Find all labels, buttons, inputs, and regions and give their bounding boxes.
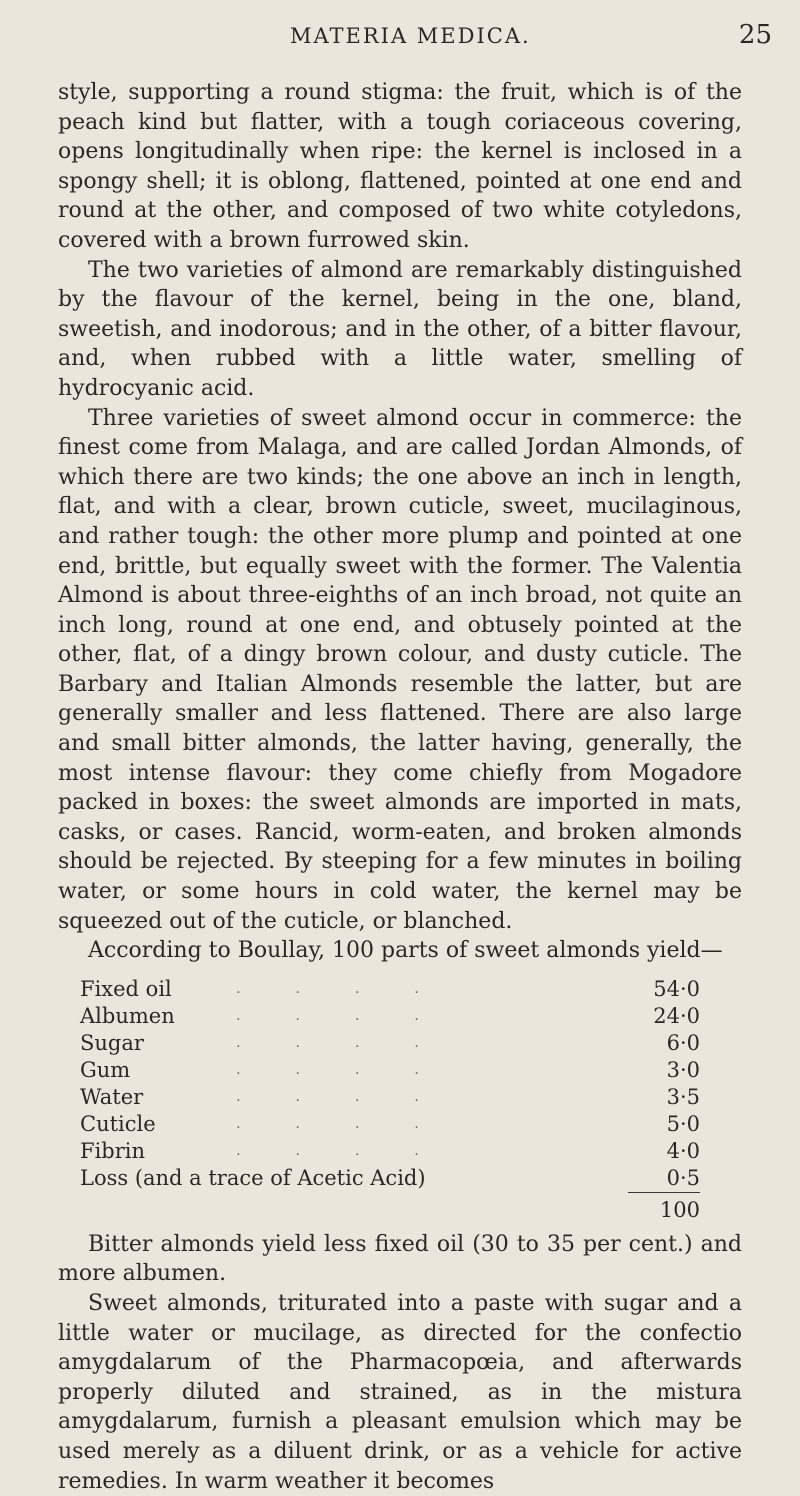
leader-dots: .... bbox=[236, 1088, 474, 1105]
leader-dots: .... bbox=[236, 980, 474, 997]
ingredient-name: Sugar bbox=[80, 1030, 144, 1055]
paragraph-5: Bitter almonds yield less fixed oil (30 to 35 per cent.) and more albumen. bbox=[58, 1231, 742, 1287]
ingredient-value: 24·0 bbox=[653, 1003, 700, 1028]
ingredient-value: 4·0 bbox=[666, 1138, 700, 1163]
page-number: 25 bbox=[738, 20, 772, 50]
ingredient-value: 54·0 bbox=[653, 976, 700, 1001]
paragraph-1: style, supporting a round stigma: the fruit, which is of the peach kind but flatter, with a tough coriaceous covering, opens longitudinally when ripe: the kernel is inclosed in a spongy shell; it is oblong, flattened, pointed at one end and round at the other, and composed of two white cotyledons, covered with a brown furrowed skin. bbox=[58, 80, 742, 253]
leader-dots: .... bbox=[236, 1142, 474, 1159]
ingredient-name: Water bbox=[80, 1084, 144, 1109]
ingredient-name: Fibrin bbox=[80, 1138, 146, 1163]
total-row bbox=[80, 1192, 700, 1224]
ingredient-value: 6·0 bbox=[666, 1030, 700, 1055]
ingredient-name: Fixed oil bbox=[80, 976, 172, 1001]
total-value: 100 bbox=[628, 1192, 700, 1224]
yield-table bbox=[80, 976, 700, 1224]
ingredient-name: Albumen bbox=[80, 1003, 175, 1028]
leader-dots: .... bbox=[236, 1007, 474, 1024]
leader-dots: .... bbox=[236, 1034, 474, 1051]
table-row bbox=[80, 1057, 700, 1084]
ingredient-name: Loss (and a trace of Acetic Acid) bbox=[80, 1166, 426, 1191]
table-row bbox=[80, 1138, 700, 1165]
yield-table-wrap bbox=[58, 976, 742, 1224]
table-row bbox=[80, 1165, 700, 1193]
running-title: MATERIA MEDICA. bbox=[290, 24, 531, 48]
ingredient-name: Cuticle bbox=[80, 1111, 156, 1136]
ingredient-value: 5·0 bbox=[666, 1111, 700, 1136]
paragraph-4: According to Boullay, 100 parts of sweet almonds yield— bbox=[88, 938, 723, 964]
paragraph-6: Sweet almonds, triturated into a paste with sugar and a little water or mucilage, as directed for the confectio amygdalarum of the Pharmacopœia, and afterwards properly diluted and strained, as in the mistura amygdalarum, furnish a pleasant emulsion which may be used merely as a diluent drink, or as a vehicle for active remedies. In warm weather it becomes bbox=[58, 1291, 742, 1494]
paragraph-3: Three varieties of sweet almond occur in commerce: the finest come from Malaga, and are called Jordan Almonds, of which there are two kinds; the one above an inch in length, flat, and with a clear, brown cuticle, sweet, mucilaginous, and rather tough: the other more plump and pointed at one end, brittle, but equally sweet with the former. The Valentia Almond is about three-eighths of an inch broad, not quite an inch long, round at one end, and obtusely pointed at the other, flat, of a dingy brown colour, and dusty cuticle. The Barbary and Italian Almonds resemble the latter, but are generally smaller and less flattened. There are also large and small bitter almonds, the latter having, generally, the most intense flavour: they come chiefly from Mogadore packed in boxes: the sweet almonds are imported in mats, casks, or cases. Rancid, worm-eaten, and broken almonds should be rejected. By steeping for a few minutes in boiling water, or some hours in cold water, the kernel may be squeezed out of the cuticle, or blanched. bbox=[58, 405, 742, 934]
table-row bbox=[80, 1030, 700, 1057]
ingredient-value: 3·5 bbox=[666, 1084, 700, 1109]
ingredient-value: 3·0 bbox=[666, 1057, 700, 1082]
table-row bbox=[80, 1003, 700, 1030]
table-row bbox=[80, 1084, 700, 1111]
table-row bbox=[80, 1111, 700, 1138]
table-row bbox=[80, 976, 700, 1003]
paragraph-2: The two varieties of almond are remarkably distinguished by the flavour of the kernel, being in the one, bland, sweetish, and inodorous; and in the other, of a bitter flavour, and, when rubbed with a little water, smelling of hydrocyanic acid. bbox=[58, 257, 742, 401]
leader-dots: .... bbox=[236, 1115, 474, 1132]
ingredient-value: 0·5 bbox=[666, 1165, 700, 1190]
running-head bbox=[0, 18, 800, 58]
ingredient-name: Gum bbox=[80, 1057, 131, 1082]
leader-dots: .... bbox=[236, 1061, 474, 1078]
total-spacer bbox=[80, 1192, 628, 1224]
